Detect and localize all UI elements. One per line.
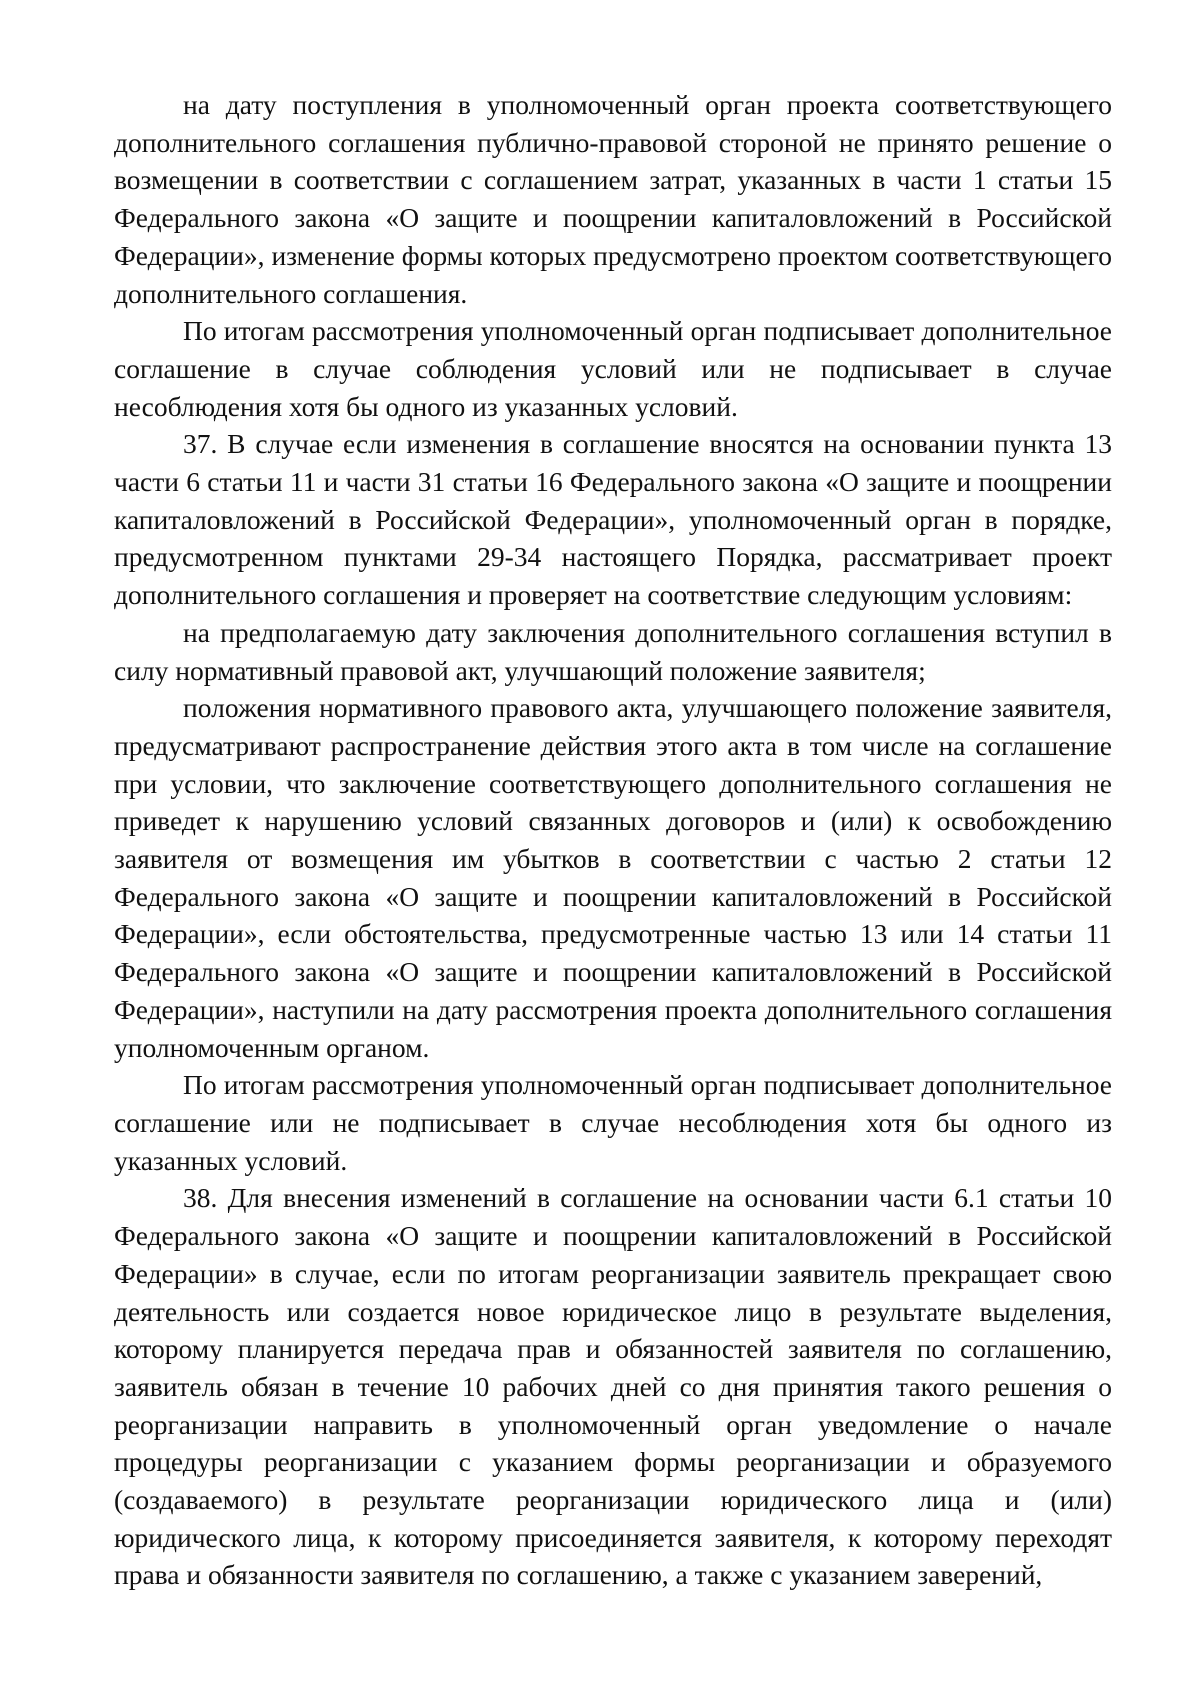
paragraph-condition-2: положения нормативного правового акта, улучшающего положение заявителя, предусматривают распространение действия этого акта в том числе на соглашение при условии, что заключение соответствующего дополнительного соглашения не приведет к нарушению условий связанных договоров и (или) к освобождению заявителя от возмещения им убытков в соответствии с частью 2 статьи 12 Федерального закона «О защите и поощрении капиталовложений в Российской Федерации», если обстоятельства, предусмотренные частью 13 или 14 статьи 11 Федерального закона «О защите и поощрении капиталовложений в Российской Федерации», наступили на дату рассмотрения проекта дополнительного соглашения уполномоченным органом. [114, 692, 1112, 1063]
paragraph-continuation-condition: на дату поступления в уполномоченный орган проекта соответствующего дополнительного соглашения публично-правовой стороной не принято решение о возмещении в соответствии с соглашением затрат, указанных в части 1 статьи 15 Федерального закона «О защите и поощрении капиталовложений в Российской Федерации», изменение формы которых предусмотрено проектом соответствующего дополнительного соглашения. [114, 89, 1112, 309]
paragraph-review-result-2: По итогам рассмотрения уполномоченный орган подписывает дополнительное соглашение или не подписывает в случае несоблюдения хотя бы одного из указанных условий. [114, 1069, 1112, 1176]
paragraph-condition-1: на предполагаемую дату заключения дополнительного соглашения вступил в силу нормативный правовой акт, улучшающий положение заявителя; [114, 616, 1112, 686]
paragraph-review-result-1: По итогам рассмотрения уполномоченный орган подписывает дополнительное соглашение в случае соблюдения условий или не подписывает в случае несоблюдения хотя бы одного из указанных условий. [114, 315, 1112, 422]
document-body [114, 86, 1112, 1594]
paragraph-item-37: 37. В случае если изменения в соглашение вносятся на основании пункта 13 части 6 статьи 11 и части 31 статьи 16 Федерального закона «О защите и поощрении капиталовложений в Российской Федерации», уполномоченный орган в порядке, предусмотренном пунктами 29-34 настоящего Порядка, рассматривает проект дополнительного соглашения и проверяет на соответствие следующим условиям: [114, 428, 1112, 611]
paragraph-item-38: 38. Для внесения изменений в соглашение на основании части 6.1 статьи 10 Федерального закона «О защите и поощрении капиталовложений в Российской Федерации» в случае, если по итогам реорганизации заявитель прекращает свою деятельность или создается новое юридическое лицо в результате выделения, которому планируется передача прав и обязанностей заявителя по соглашению, заявитель обязан в течение 10 рабочих дней со дня принятия такого решения о реорганизации направить в уполномоченный орган уведомление о начале процедуры реорганизации с указанием формы реорганизации и образуемого (создаваемого) в результате реорганизации юридического лица и (или) юридического лица, к которому присоединяется заявителя, к которому переходят права и обязанности заявителя по соглашению, а также с указанием заверений, [114, 1182, 1112, 1591]
